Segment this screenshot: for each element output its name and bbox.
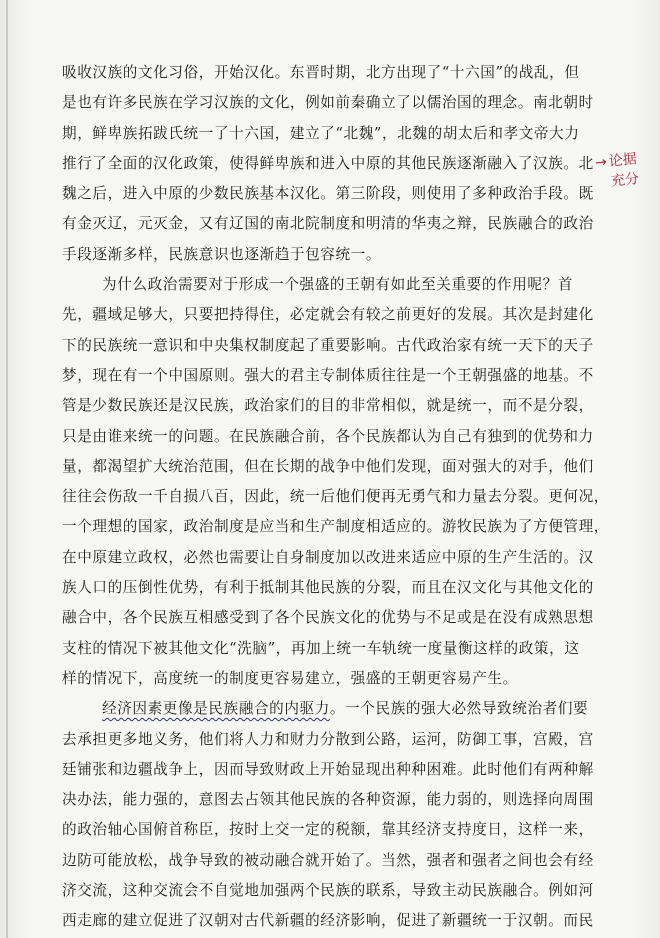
text-line: 期，鲜卑族拓跋氏统一了十六国，建立了“北魏”，北魏的胡太后和孝文帝大力 [62,124,580,142]
text-line: 为什么政治需要对于形成一个强盛的王朝有如此至关重要的作用呢？首 [102,276,574,294]
annotation-text: 论据 [607,151,638,170]
text-line: 先，疆域足够大，只要把持得住，必定就会有较之前更好的发展。其次是封建化 [62,306,594,324]
text-line: 样的情况下，高度统一的制度更容易建立，强盛的王朝更容易产生。 [62,669,518,687]
arrow-right-icon: → [594,154,608,172]
text-line: 西走廊的建立促进了汉朝对古代新疆的经济影响，促进了新疆统一于汉朝。而民 [62,912,594,930]
text-line: 决办法，能力强的，意图去占领其他民族的各种资源，能力弱的，则选择向周围 [62,791,594,809]
text-line: 梦，现在有一个中国原则。强大的君主专制体质往往是一个王朝强盛的地基。不 [62,366,594,384]
text-line [62,694,592,724]
text-line: 一个理想的国家，政治制度是应当和生产制度相适应的。游牧民族为了方便管理， [62,518,609,536]
text-line: 往往会伤敌一千自损八百，因此，统一后他们便再无勇气和力量去分裂。更何况， [62,488,609,506]
annotation-line-2: 充分 [610,170,640,190]
text-line: 族人口的压倒性优势，有利于抵制其他民族的分裂，而且在汉文化与其他文化的 [62,579,594,597]
underlined-thesis: 经济因素更像是民族融合的内驱力 [102,700,330,718]
text-line: 是也有许多民族在学习汉族的文化，例如前秦确立了以儒治国的理念。南北朝时 [62,94,594,112]
text-line: 量，都渴望扩大统治范围，但在长期的战争中他们发现，面对强大的对手，他们 [62,457,594,475]
text-line: 边防可能放松，战争导致的被动融合就开始了。当然，强者和强者之间也会有经 [62,851,594,869]
text-line: 有金灭辽，元灭金，又有辽国的南北院制度和明清的华夷之辩，民族融合的政治 [62,215,594,233]
text-line: 管是少数民族还是汉民族，政治家们的目的非常相似，就是统一，而不是分裂， [62,397,594,415]
text-line: 吸收汉族的文化习俗，开始汉化。东晋时期，北方出现了“十六国”的战乱，但 [62,64,580,81]
text-line: 的政治轴心国俯首称臣，按时上交一定的税额，靠其经济支持度日，这样一来， [62,821,594,839]
text-line: 济交流，这种交流会不自觉地加强两个民族的联系，导致主动民族融合。例如河 [62,882,594,900]
text-fragment: 。一个民族的强大必然导致统治者们要 [329,700,589,718]
margin-annotation [594,147,660,193]
text-line: 支柱的情况下被其他文化“洗脑”，再加上统一车轨统一度量衡这样的政策，这 [62,639,580,657]
page-binding-edge [6,0,8,938]
text-line: 手段逐渐多样，民族意识也逐渐趋于包容统一。 [62,245,382,263]
text-line: 在中原建立政权，必然也需要让自身制度加以改进来适应中原的生产生活的。汉 [62,548,594,566]
text-line: 只是由谁来统一的问题。在民族融合前，各个民族都认为自己有独到的优势和力 [62,427,594,445]
text-line: 推行了全面的汉化政策，使得鲜卑族和进入中原的其他民族逐渐融入了汉族。北 [62,154,594,172]
text-line: 下的民族统一意识和中央集权制度起了重要影响。古代政治家有统一天下的天子 [62,336,594,354]
text-line: 融合中，各个民族互相感受到了各个民族文化的优势与不足或是在没有成熟思想 [62,609,594,627]
text-line: 去承担更多地义务，他们将人力和财力分散到公路，运河，防御工事，宫殿，宫 [62,730,594,748]
essay-text [62,58,609,937]
text-line: 廷铺张和边疆战争上，因而导致财政上开始显现出种种困难。此时他们有两种解 [62,760,594,778]
text-line: 魏之后，进入中原的少数民族基本汉化。第三阶段，则使用了多种政治手段。既 [62,185,594,203]
